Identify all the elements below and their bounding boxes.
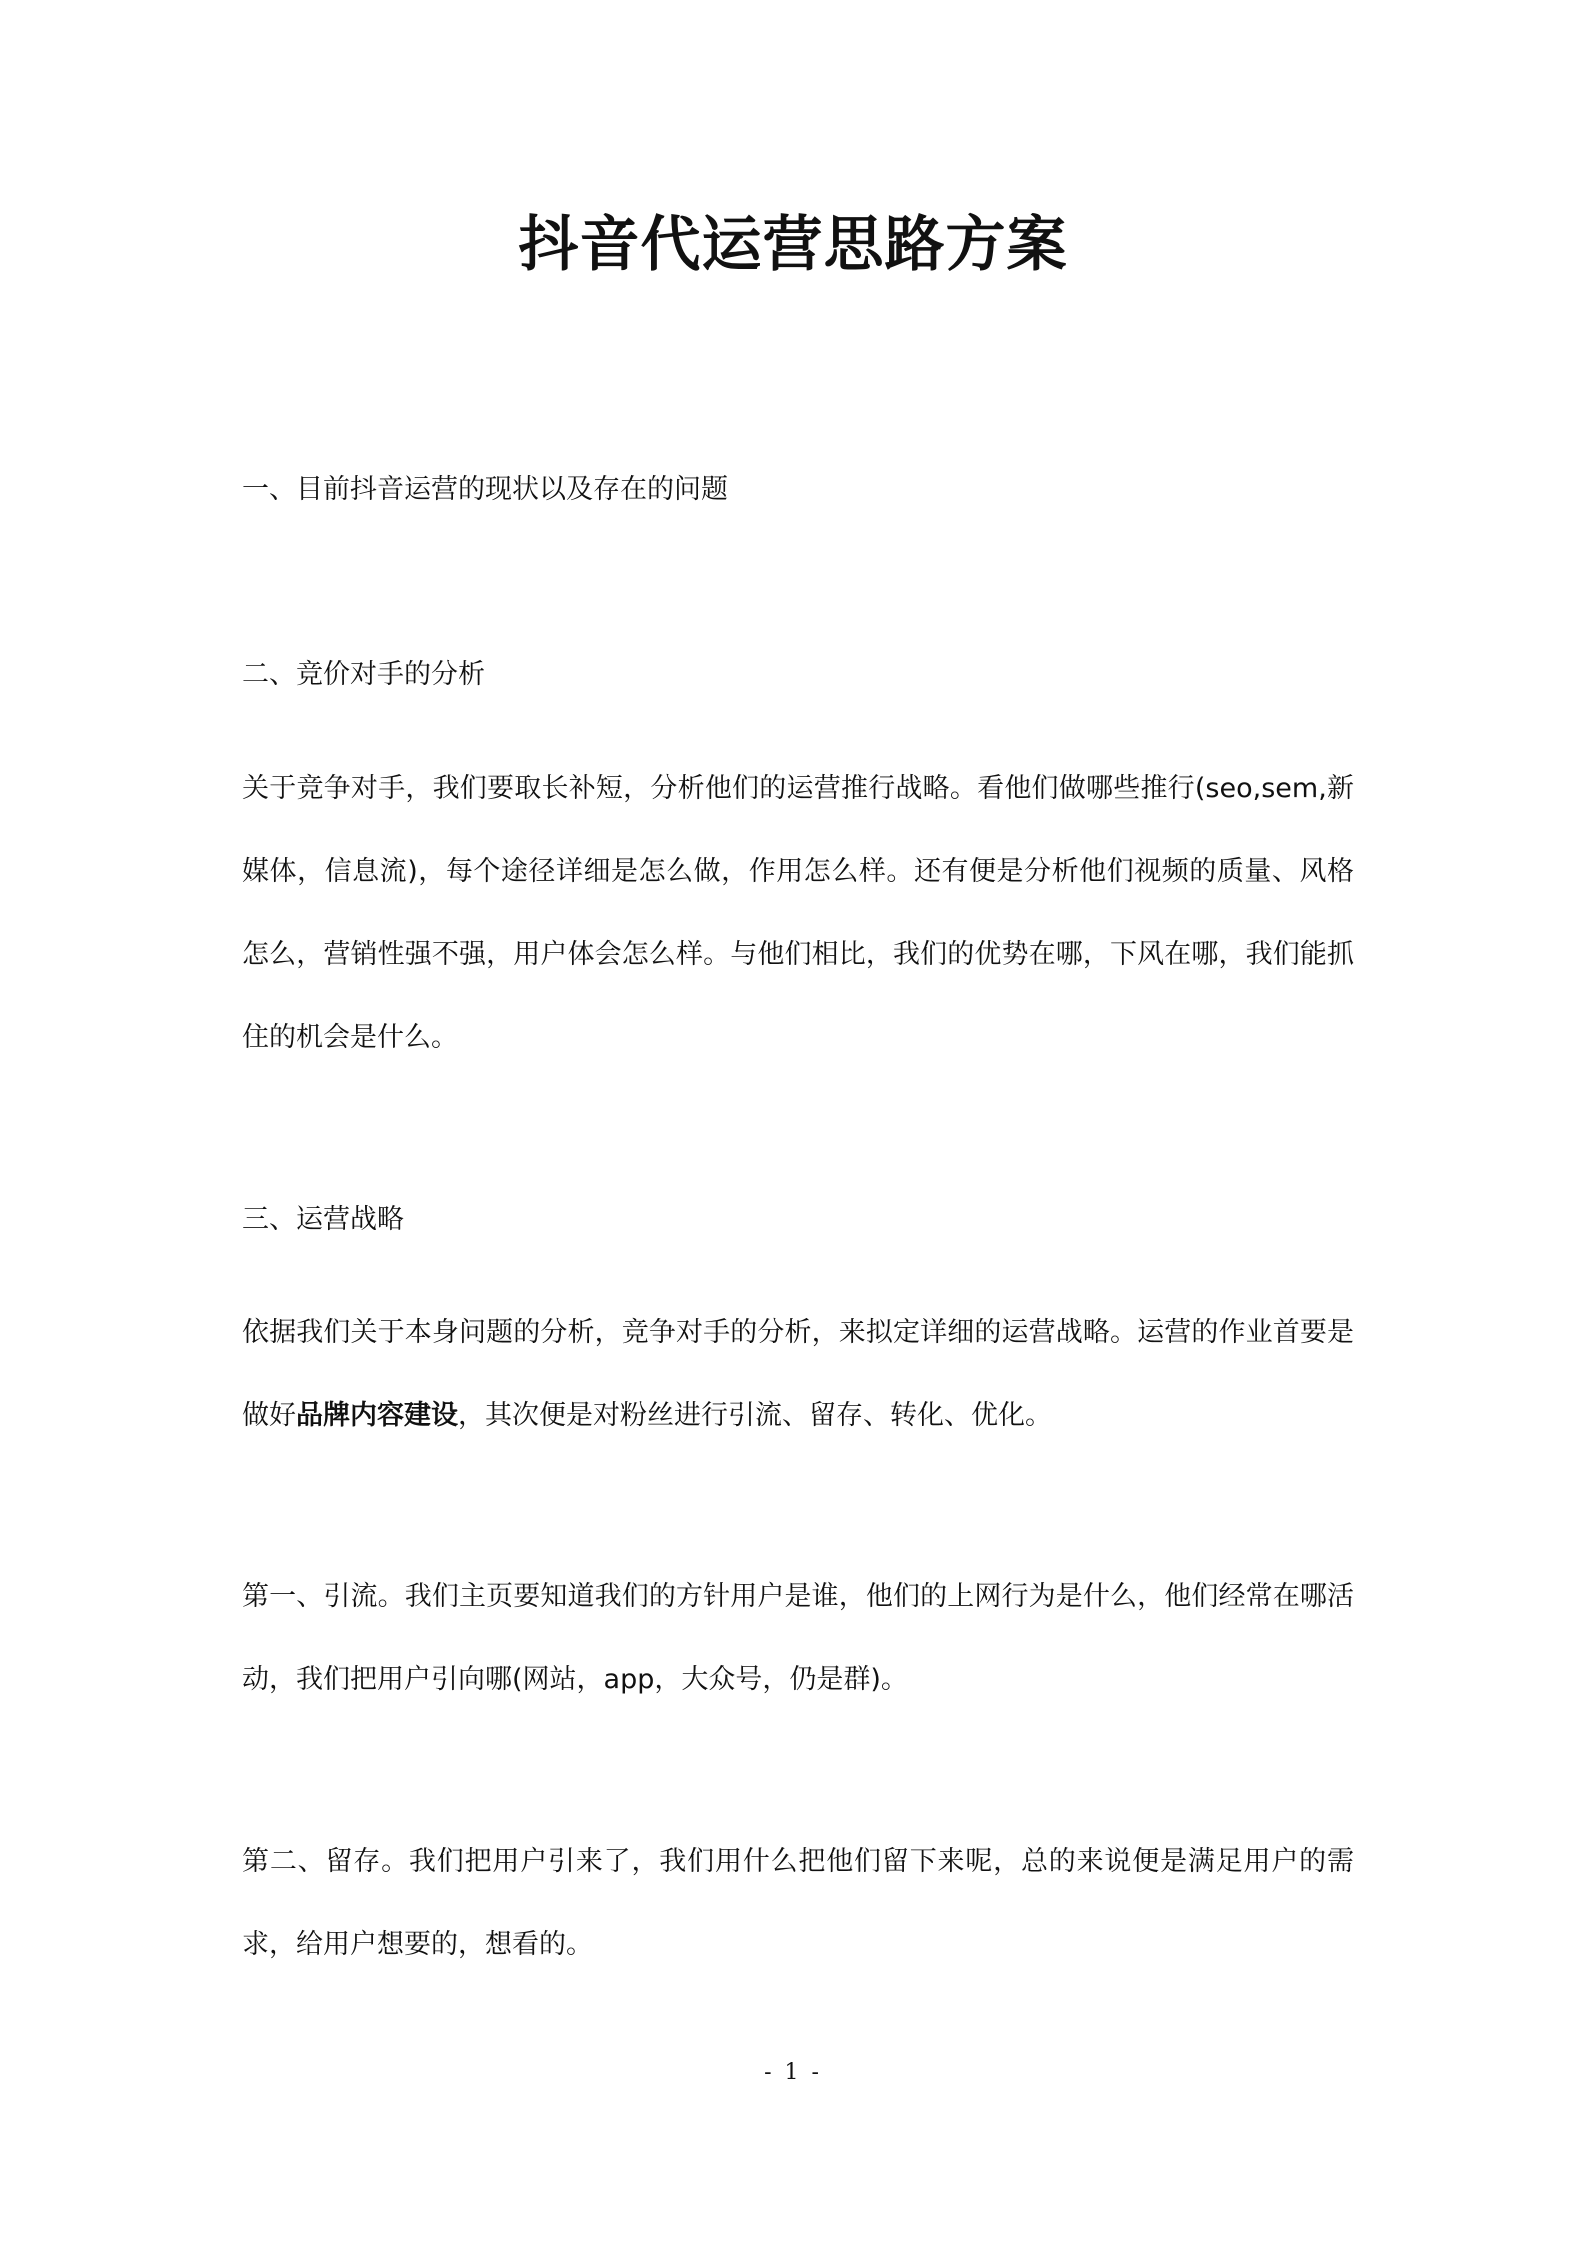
paragraph-retention: 第二、留存。我们把用户引来了，我们用什么把他们留下来呢，总的来说便是满足用户的需求，给用户想要的，想看的。 (242, 1846, 1354, 1960)
emphasis-brand-content: 品牌内容建设 (296, 1400, 458, 1431)
page-number: - 1 - (764, 2060, 822, 2085)
paragraph-competitor-analysis: 关于竞争对手，我们要取长补短，分析他们的运营推行战略。看他们做哪些推行(seo,sem,新媒体，信息流)，每个途径详细是怎么做，作用怎么样。还有便是分析他们视频的质量、风格怎么，营销性强不强，用户体会怎么样。与他们相比，我们的优势在哪，下风在哪，我们能抓住的机会是什么。 (242, 773, 1354, 1053)
paragraph-operation-strategy (242, 1291, 1354, 1457)
paragraph-text: ，其次便是对粉丝进行引流、留存、转化、优化。 (458, 1400, 1052, 1431)
section-heading-competitor-analysis: 二、竞价对手的分析 (242, 659, 485, 690)
section-heading-current-status: 一、目前抖音运营的现状以及存在的问题 (242, 474, 728, 505)
document-title: 抖音代运营思路方案 (518, 210, 1068, 280)
section-heading-operation-strategy: 三、运营战略 (242, 1204, 404, 1235)
paragraph-traffic: 第一、引流。我们主页要知道我们的方针用户是谁，他们的上网行为是什么，他们经常在哪活动，我们把用户引向哪(网站，app，大众号，仍是群)。 (242, 1581, 1354, 1695)
paragraph-text: 依据我们关于本身问题的分析，竞争对手的分析，来拟定详细的运营战略。运营的作业首要是做好 (242, 1317, 1354, 1431)
